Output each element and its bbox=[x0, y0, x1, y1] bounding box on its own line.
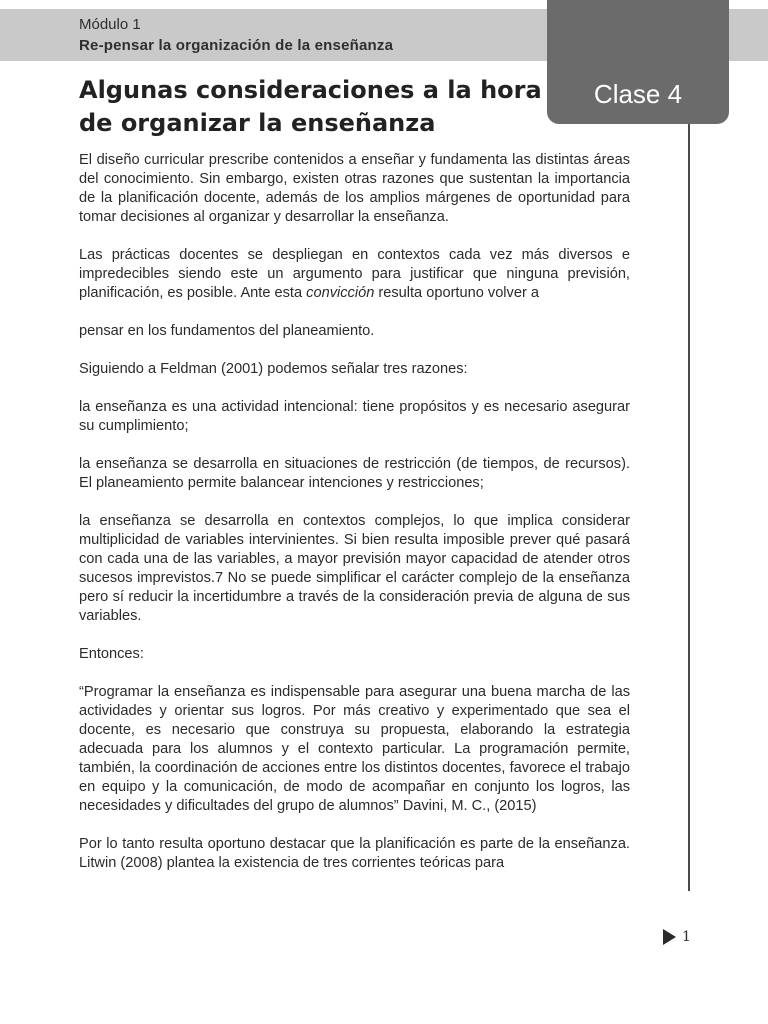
clase-label: Clase 4 bbox=[593, 79, 683, 109]
paragraph: Siguiendo a Feldman (2001) podemos señalar tres razones: bbox=[79, 361, 468, 377]
list-item: la enseñanza se desarrolla en contextos complejos, lo que implica considerar multiplicidad de variables intervinientes. Si bien resulta imposible prever qué pasará con cada una de las variables, a mayor previsión mayor capacidad de atender otros sucesos imprevistos.7 No se puede simplificar el carácter complejo de la enseñanza pero sí reducir la incertidumbre a través de la consideración previa de alguna de sus variables. bbox=[79, 513, 630, 624]
body-text bbox=[79, 151, 630, 892]
paragraph: Entonces: bbox=[79, 646, 144, 662]
paragraph bbox=[79, 246, 630, 303]
paragraph-text: resulta oportuno volver a bbox=[374, 285, 539, 301]
module-label: Módulo 1 bbox=[79, 16, 141, 33]
paragraph: pensar en los fundamentos del planeamiento. bbox=[79, 323, 375, 339]
page-footer bbox=[663, 928, 691, 946]
play-triangle-icon bbox=[663, 929, 676, 945]
list-item: la enseñanza se desarrolla en situaciones de restricción (de tiempos, de recursos). El planeamiento permite balancear intenciones y restricciones; bbox=[79, 456, 630, 491]
quote: “Programar la enseñanza es indispensable para asegurar una buena marcha de las actividades y orientar sus logros. Por más creativo y experimentado que sea el docente, es necesario que construya su propuesta, elaborando la estrategia adecuada para los alumnos y el contexto particular. La programación permite, también, la coordinación de acciones entre los distintos docentes, favorece el trabajo en equipo y la comunicación, de modo de acompañar en conjunto los logros, las necesidades y dificultades del grupo de alumnos” Davini, M. C., (2015) bbox=[79, 684, 630, 814]
paragraph: El diseño curricular prescribe contenidos a enseñar y fundamenta las distintas áreas del conocimiento. Sin embargo, existen otras razones que sustentan la importancia de la planificación docente, además de los amplios márgenes de oportunidad para tomar decisiones al organizar y desarrollar la enseñanza. bbox=[79, 152, 630, 225]
emphasis-text: convicción bbox=[306, 285, 375, 301]
page-number: 1 bbox=[682, 929, 691, 945]
paragraph-text: Las prácticas docentes se despliegan en contextos cada vez más diversos e impredecibles siendo este un argumento para justificar que ninguna previsión, planificación, es posible. Ante esta bbox=[79, 247, 630, 301]
list-item: la enseñanza es una actividad intencional: tiene propósitos y es necesario asegurar su cumplimiento; bbox=[79, 399, 630, 434]
clase-tab bbox=[547, 0, 729, 124]
module-title: Re-pensar la organización de la enseñanza bbox=[79, 37, 394, 54]
page-title: Algunas consideraciones a la hora de organizar la enseñanza bbox=[79, 76, 542, 137]
paragraph: Por lo tanto resulta oportuno destacar que la planificación es parte de la enseñanza. Litwin (2008) plantea la existencia de tres corrientes teóricas para bbox=[79, 836, 630, 871]
side-rule bbox=[688, 124, 690, 891]
